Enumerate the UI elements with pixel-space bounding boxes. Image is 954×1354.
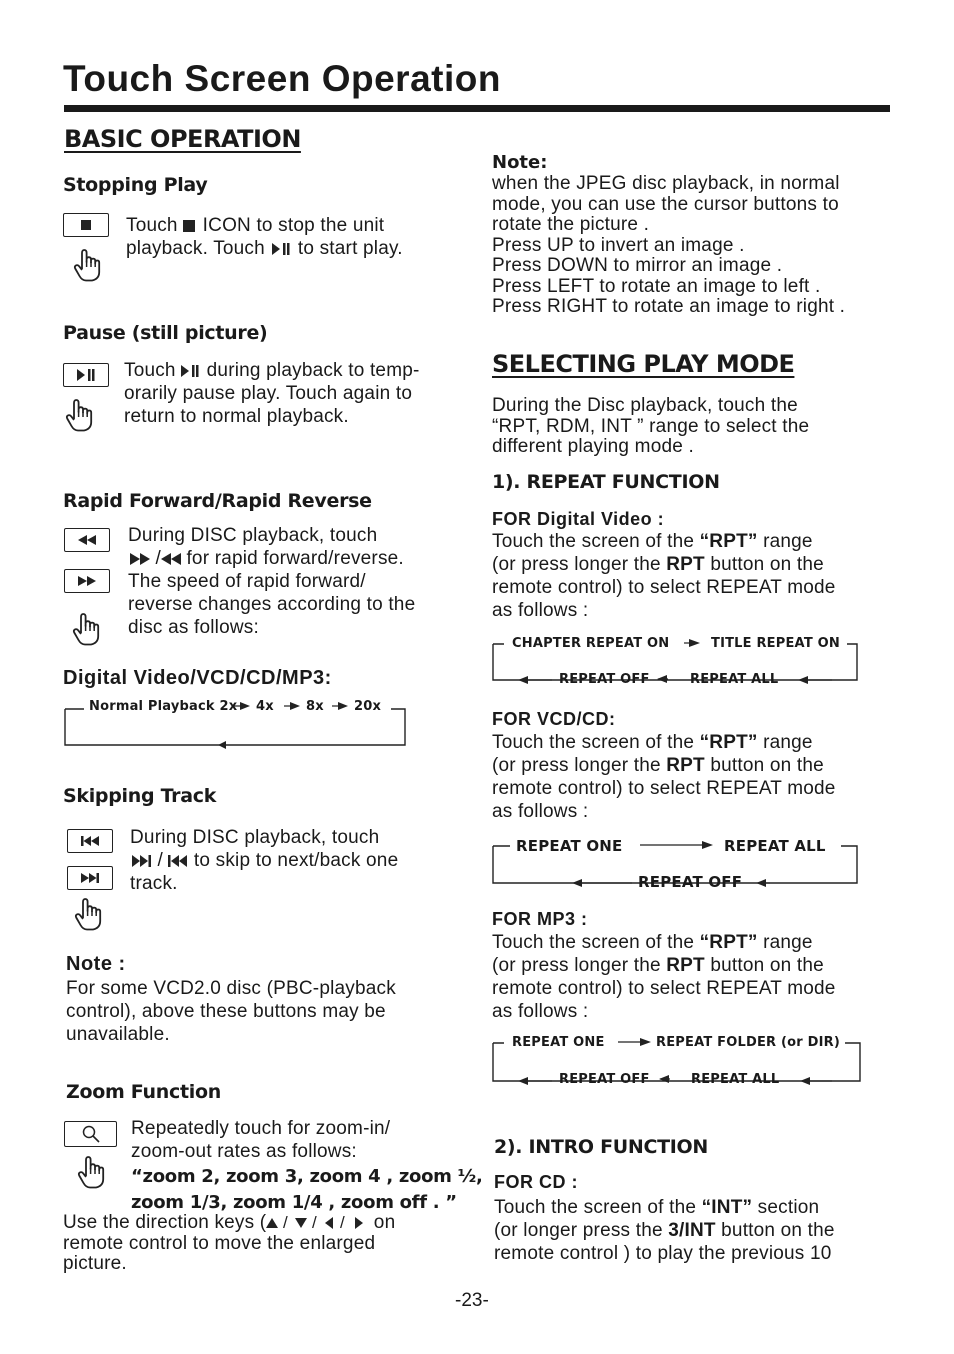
next-track-button[interactable] <box>67 866 113 890</box>
speed-step-3: 8x <box>306 699 324 714</box>
vcd-rpt-button: RPT <box>666 755 705 776</box>
note-title: Note : <box>66 953 126 975</box>
rewind-button[interactable] <box>64 528 110 552</box>
zoom-line3: “zoom 2, zoom 3, zoom 4 , zoom ½, <box>131 1166 483 1187</box>
dv-label: FOR Digital Video : <box>492 509 665 529</box>
rapid-text <box>128 524 415 639</box>
skip-line2a: / <box>152 850 169 871</box>
mp3-line1c: range <box>757 932 813 953</box>
jpeg-note-line: mode, you can use the cursor buttons to <box>492 193 839 215</box>
previous-track-icon <box>168 855 188 867</box>
title-rule <box>64 105 890 112</box>
rapid-line1: During DISC playback, touch <box>128 525 378 546</box>
play-mode-line2: “RPT, RDM, INT ” range to select the <box>492 415 810 437</box>
vcd-line2a: (or press longer the <box>492 755 667 776</box>
vcd-line1a: Touch the screen of the <box>492 732 700 753</box>
svg-text:/: / <box>312 1213 318 1232</box>
zoom-direction-text <box>63 1213 395 1275</box>
zoom-line7: picture. <box>63 1253 127 1274</box>
zoom-button[interactable] <box>64 1121 117 1147</box>
stopping-line2b: to start play. <box>292 238 403 259</box>
zoom-line5a: Use the direction keys ( <box>63 1212 267 1233</box>
stop-button[interactable] <box>63 213 109 237</box>
dv-line4: as follows : <box>492 600 589 621</box>
mp3-flow-2: REPEAT FOLDER (or DIR) <box>656 1035 840 1050</box>
mp3-line2a: (or press longer the <box>492 955 667 976</box>
mp3-line3: remote control) to select REPEAT mode <box>492 978 836 999</box>
intro-line2a: (or longer press the <box>494 1220 669 1241</box>
play-pause-button[interactable] <box>63 363 109 387</box>
zoom-text <box>131 1117 390 1163</box>
vcd-rpt: “RPT” <box>699 732 758 753</box>
mp3-rpt-button: RPT <box>666 955 705 976</box>
play-pause-icon <box>272 243 290 255</box>
intro-line3: remote control ) to play the previous 10 <box>494 1243 832 1264</box>
mp3-line4: as follows : <box>492 1001 589 1022</box>
dv-line1a: Touch the screen of the <box>492 531 700 552</box>
basic-operation-heading: BASIC OPERATION <box>64 125 301 153</box>
mp3-label: FOR MP3 : <box>492 909 588 929</box>
intro-label: FOR CD : <box>494 1172 578 1192</box>
skip-line3: track. <box>130 873 178 894</box>
hand-pointer-icon <box>77 1155 105 1189</box>
zoom-line1: Repeatedly touch for zoom-in/ <box>131 1118 391 1139</box>
vcd-label: FOR VCD/CD: <box>492 709 616 729</box>
note-line1: For some VCD2.0 disc (PBC-playback <box>66 978 396 999</box>
rewind-icon <box>161 553 181 565</box>
skip-line2b: to skip to next/back one <box>188 850 399 871</box>
stopping-line1b: ICON to stop the unit <box>197 215 385 236</box>
speed-title: Digital Video/VCD/CD/MP3: <box>63 667 332 689</box>
dv-flow-2: TITLE REPEAT ON <box>711 636 840 651</box>
zoom-rates <box>131 1164 482 1216</box>
svg-text:/: / <box>340 1213 346 1232</box>
fast-forward-icon <box>78 576 96 586</box>
fast-forward-button[interactable] <box>64 569 110 593</box>
jpeg-note-line: Press UP to invert an image . <box>492 234 745 256</box>
stop-square-icon <box>81 220 91 230</box>
note-text <box>66 977 396 1046</box>
hand-pointer-icon <box>72 612 100 646</box>
dv-flow-4: REPEAT ALL <box>690 672 779 687</box>
dv-flow-1: CHAPTER REPEAT ON <box>512 636 670 651</box>
play-mode-heading: SELECTING PLAY MODE <box>492 350 795 378</box>
mp3-flow-1: REPEAT ONE <box>512 1035 605 1050</box>
magnifier-icon <box>82 1125 100 1143</box>
pause-line3: return to normal playback. <box>124 406 349 427</box>
speed-step-1: Normal Playback 2x <box>89 699 238 714</box>
pause-line1a: Touch <box>124 360 182 381</box>
previous-track-button[interactable] <box>67 829 113 853</box>
jpeg-note-title: Note: <box>492 152 548 173</box>
skip-text <box>130 826 398 895</box>
skip-line1: During DISC playback, touch <box>130 827 380 848</box>
play-pause-icon <box>181 365 199 377</box>
pause-title: Pause (still picture) <box>63 322 268 344</box>
mp3-flow-3: REPEAT OFF <box>559 1072 650 1087</box>
repeat-function-title: 1). REPEAT FUNCTION <box>492 471 720 493</box>
vcd-flow-2: REPEAT ALL <box>724 837 826 855</box>
dv-rpt: “RPT” <box>699 531 758 552</box>
intro-line1c: section <box>752 1197 820 1218</box>
next-track-icon <box>81 873 99 883</box>
rewind-icon <box>78 535 96 545</box>
intro-int-button: 3/INT <box>668 1220 716 1241</box>
rapid-title: Rapid Forward/Rapid Reverse <box>63 490 372 512</box>
zoom-line4: zoom 1/3, zoom 1/4 , zoom off . ” <box>131 1192 457 1213</box>
play-mode-line3: different playing mode . <box>492 436 694 457</box>
mp3-rpt: “RPT” <box>699 932 758 953</box>
page-number: -23- <box>455 1290 489 1311</box>
dv-flow-3: REPEAT OFF <box>559 672 650 687</box>
zoom-line5b: on <box>368 1212 396 1233</box>
note-line3: unavailable. <box>66 1024 170 1045</box>
stop-square-icon <box>183 220 195 232</box>
vcd-line3: remote control) to select REPEAT mode <box>492 778 836 799</box>
mp3-flow-4: REPEAT ALL <box>691 1072 780 1087</box>
jpeg-note-line: Press LEFT to rotate an image to left . <box>492 275 821 297</box>
pause-text <box>124 359 420 428</box>
dv-line1c: range <box>757 531 813 552</box>
dv-rpt-button: RPT <box>666 554 705 575</box>
rapid-line2b: for rapid forward/reverse. <box>180 548 404 569</box>
zoom-line2: zoom-out rates as follows: <box>131 1141 357 1162</box>
dv-line2c: button on the <box>704 554 824 575</box>
skip-title: Skipping Track <box>63 785 217 807</box>
zoom-line6: remote control to move the enlarged <box>63 1232 376 1254</box>
mp3-text <box>492 931 836 1023</box>
play-pause-icon <box>77 369 95 381</box>
stopping-line1a: Touch <box>126 215 184 236</box>
speed-step-2: 4x <box>256 699 274 714</box>
vcd-flow-3: REPEAT OFF <box>638 873 743 891</box>
intro-text <box>494 1196 835 1265</box>
stopping-line2a: playback. Touch <box>126 238 271 259</box>
intro-line1a: Touch the screen of the <box>494 1197 702 1218</box>
play-mode-line1: During the Disc playback, touch the <box>492 395 798 416</box>
jpeg-note-line: Press RIGHT to rotate an image to right . <box>492 296 846 317</box>
vcd-line4: as follows : <box>492 801 589 822</box>
stopping-text <box>126 214 403 260</box>
jpeg-note-line: when the JPEG disc playback, in normal <box>492 173 840 194</box>
svg-text:/: / <box>283 1213 289 1232</box>
jpeg-note-line: Press DOWN to mirror an image . <box>492 255 783 276</box>
jpeg-note-line: rotate the picture . <box>492 214 650 235</box>
rapid-line5: disc as follows: <box>128 617 259 638</box>
vcd-line2c: button on the <box>704 755 824 776</box>
rapid-line3: The speed of rapid forward/ <box>128 571 366 592</box>
intro-int: “INT” <box>701 1197 753 1218</box>
rapid-line2a: / <box>150 548 161 569</box>
mp3-line1a: Touch the screen of the <box>492 932 700 953</box>
hand-pointer-icon <box>65 398 93 432</box>
dv-line3: remote control) to select REPEAT mode <box>492 577 836 598</box>
pause-line1b: during playback to temp- <box>201 360 420 381</box>
fast-forward-icon <box>130 553 150 565</box>
speed-step-4: 20x <box>354 699 382 714</box>
vcd-flow-1: REPEAT ONE <box>516 837 623 855</box>
mp3-line2c: button on the <box>704 955 824 976</box>
hand-pointer-icon <box>74 897 102 931</box>
jpeg-note-text <box>492 174 845 318</box>
hand-pointer-icon <box>73 248 101 282</box>
next-track-icon <box>132 855 152 867</box>
previous-track-icon <box>81 836 99 846</box>
vcd-line1c: range <box>757 732 813 753</box>
play-mode-text <box>492 396 809 458</box>
stopping-play-title: Stopping Play <box>63 174 208 196</box>
direction-arrow-icons <box>266 1213 366 1232</box>
dv-line2a: (or press longer the <box>492 554 667 575</box>
vcd-text <box>492 731 836 823</box>
intro-line2c: button on the <box>715 1220 835 1241</box>
intro-function-title: 2). INTRO FUNCTION <box>494 1136 709 1158</box>
pause-line2: orarily pause play. Touch again to <box>124 383 413 404</box>
zoom-title: Zoom Function <box>66 1081 221 1103</box>
dv-text <box>492 530 836 622</box>
page-title: Touch Screen Operation <box>63 58 501 99</box>
note-line2: control), above these buttons may be <box>66 1001 386 1022</box>
rapid-line4: reverse changes according to the <box>128 594 416 615</box>
